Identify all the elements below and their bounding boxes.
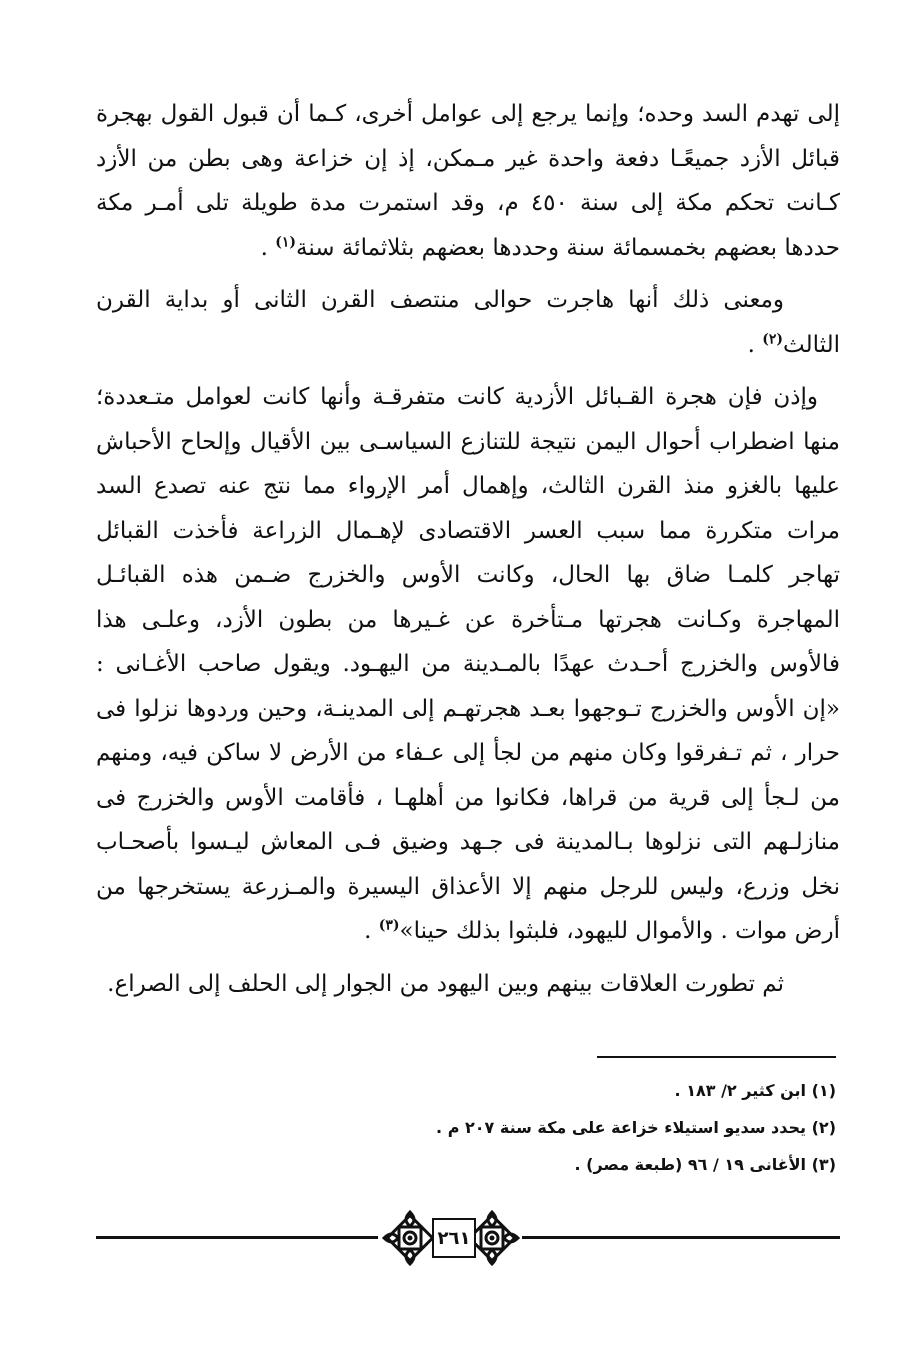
footer-rule-right [522,1236,840,1239]
footnote-1: (١) ابن كثير ٢/ ١٨٣ . [674,1081,836,1100]
paragraph-2 [96,278,840,367]
paragraph-3-text: وإذن فإن هجرة القـبائل الأزدية كانت متفرقـة وأنها كانت لعوامل متـعددة؛ منها اضطراب أحوال اليمن نتيجة للتنازع السياسـى بين الأقيال وإلحاح الأحباش عليها بالغزو منذ القرن الثالث، وإهمال أمر الإرواء مما نتج عنه تصدع السد مرات متكررة مما سبب العسر الاقتصادى لإهـمال الزراعة فأخذت القبائل تهاجر كلمـا ضاق بها الحال، وكانت الأوس والخزرج ضـمن هذه القبائـل المهاجرة وكـانت هجرتها مـتأخرة عن غـيرها من بطون الأزد، وعلـى هذا فالأوس والخزرج أحـدث عهدًا بالمـدينة من اليهـود. ويقول صاحب الأغـانى : «إن الأوس والخزرج تـوجهوا بعـد هجرتهـم إلى المدينـة، وحين وردوها نزلوا فى حرار ، ثم تـفرقوا وكان منهم من لجأ إلى عـفاء من الأرض لا ساكن فيه، ومنهم من لـجأ إلى قرية من قراها، فكانوا من أهلهـا ، فأقامت الأوس والخزرج فى منازلـهم التى نزلوها بـالمدينة فى جـهد وضيق فـى المعاش ليـسوا بأصحـاب نخل وزرع، وليس للرجل منهم إلا الأعذاق اليسيرة والمـزرعة يستخرجها من أرض موات . والأموال لليهود، فلبثوا بذلك حينا» [96,384,840,944]
page-footer-ornament [96,1208,840,1268]
footnotes [316,1072,836,1183]
footnote-3: (٣) الأغانى ١٩ / ٩٦ (طبعة مصر) . [574,1155,836,1174]
paragraph-4: ثم تطورت العلاقات بينهم وبين اليهود من الجوار إلى الحلف إلى الصراع. [107,970,784,997]
footnote-ref-2: (٢) [762,330,784,347]
footnote-2: (٢) يحدد سديو استيلاء خزاعة على مكة سنة ٢٠٧ م . [436,1118,836,1137]
paragraph-2-text: ومعنى ذلك أنها هاجرت حوالى منتصف القرن الثانى أو بداية القرن الثالث [96,287,840,358]
page-number: ٢٦١ [432,1218,476,1258]
paragraph-2-end: . [747,331,763,358]
paragraph-1-end: . [260,234,276,261]
paragraph-1-text: إلى تهدم السد وحده؛ وإنما يرجع إلى عوامل أخرى، كـما أن قبول القول بهجرة قبائل الأزد جميعًـا دفعة واحدة غير مـمكن، إذ إن خزاعة وهى بطن من الأزد كـانت تحكم مكة إلى سنة ٤٥٠ م، وقد استمرت مدة طويلة تلى أمـر مكة حددها بعضهم بخمسمائة سنة وحددها بعضهم بثلاثمائة سنة [96,101,840,261]
paragraph-3-end: . [364,918,379,944]
footer-rule-left [96,1236,378,1239]
footnote-ref-1: (١) [275,233,296,250]
footnote-separator [597,1056,836,1058]
main-text [96,92,840,1006]
arabesque-ornament-icon [380,1208,440,1268]
footnote-ref-3: (٣) [378,917,400,934]
paragraph-3 [96,375,840,954]
paragraph-1 [96,92,840,270]
